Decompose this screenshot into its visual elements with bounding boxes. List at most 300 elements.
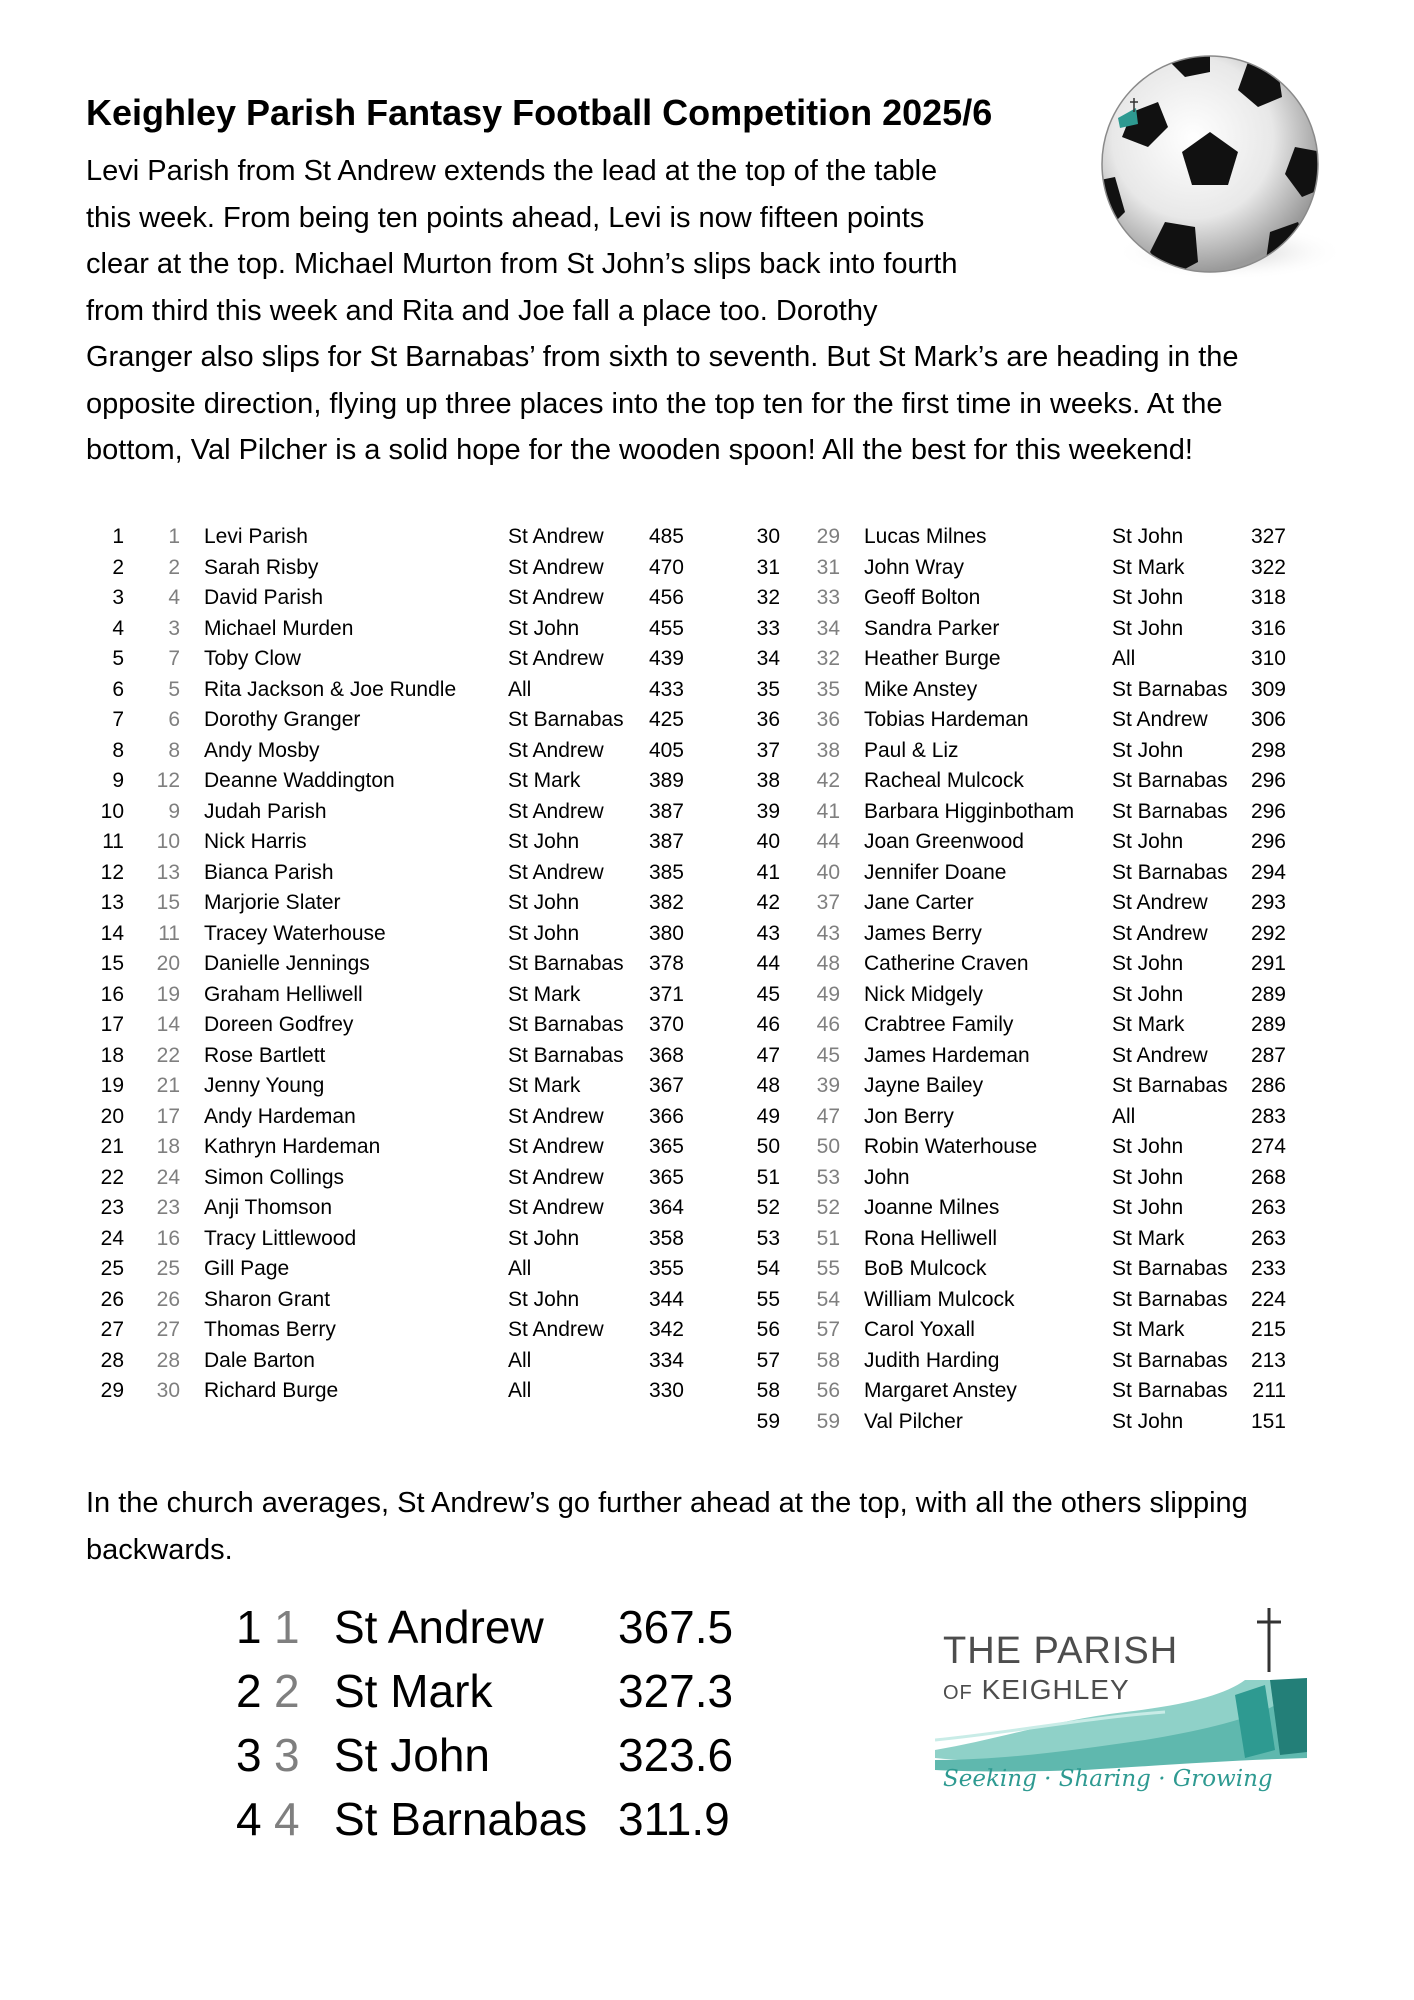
player-name-cell: Simon Collings [204,1165,345,1189]
points-cell: 378 [648,952,684,975]
average-previous-position-cell: 2 [274,1665,300,1717]
points-cell: 387 [648,830,684,853]
points-cell: 233 [1250,1257,1286,1280]
average-church-cell: St Barnabas [334,1793,588,1845]
player-name-cell: Nick Midgely [864,982,984,1006]
church-cell: St Andrew [508,799,604,823]
league-table-right [740,522,1286,1437]
player-name-cell: BoB Mulcock [864,1257,987,1280]
table-row [740,1071,1286,1102]
points-cell: 425 [648,708,684,731]
church-cell: St Mark [1112,1013,1185,1036]
average-church-cell: St John [334,1729,490,1781]
table-row [740,1254,1286,1285]
table-row [740,827,1286,858]
previous-position-cell: 25 [156,1257,180,1280]
points-cell: 385 [648,860,684,884]
previous-position-cell: 1 [168,525,180,548]
previous-position-cell: 6 [168,708,180,731]
player-name-cell: Catherine Craven [864,952,1029,975]
previous-position-cell: 39 [816,1074,840,1097]
player-name-cell: Rita Jackson & Joe Rundle [204,677,457,701]
player-name-cell: Thomas Berry [204,1318,336,1341]
table-row [86,980,684,1011]
previous-position-cell: 18 [156,1135,180,1158]
church-cell: St Mark [508,1074,581,1097]
church-cell: St Barnabas [1112,769,1228,792]
previous-position-cell: 20 [156,952,180,975]
player-name-cell: Judah Parish [204,799,327,823]
table-row [740,1193,1286,1224]
church-cell: St Andrew [1112,708,1208,731]
average-position-cell: 2 [236,1665,262,1717]
previous-position-cell: 34 [816,616,840,640]
table-row [740,980,1286,1011]
position-cell: 5 [112,647,124,670]
table-row [86,1376,684,1407]
averages-intro: In the church averages, St Andrew’s go further ahead at the top, with all the others slipping backwards. [86,1487,1248,1566]
table-row [86,553,684,584]
church-cell: St John [1112,525,1184,548]
player-name-cell: Gill Page [204,1257,290,1280]
position-cell: 28 [100,1348,124,1372]
church-cell: St Barnabas [508,708,624,731]
position-cell: 55 [756,1287,780,1311]
points-cell: 342 [648,1318,684,1341]
previous-position-cell: 5 [168,677,180,701]
table-row [236,1787,738,1851]
player-name-cell: David Parish [204,586,324,609]
position-cell: 7 [112,708,124,731]
football-icon [1070,52,1350,282]
average-position-cell: 3 [236,1729,262,1781]
player-name-cell: William Mulcock [864,1287,1015,1311]
position-cell: 50 [756,1135,780,1158]
position-cell: 32 [756,586,780,609]
player-name-cell: Andy Mosby [204,738,320,762]
player-name-cell: Deanne Waddington [204,769,395,792]
church-cell: St Barnabas [508,952,624,975]
previous-position-cell: 47 [816,1104,840,1128]
table-row [740,1346,1286,1377]
church-cell: St John [1112,830,1184,853]
position-cell: 57 [756,1348,780,1372]
previous-position-cell: 13 [156,860,180,884]
previous-position-cell: 11 [158,921,180,945]
logo-line2-prefix: OF [943,1682,973,1704]
points-cell: 289 [1250,982,1286,1006]
church-cell: St Andrew [1112,1043,1208,1067]
table-row [740,797,1286,828]
table-row [86,675,684,706]
table-row [86,644,684,675]
church-cell: St Barnabas [1112,677,1228,701]
position-cell: 47 [756,1043,780,1067]
table-row [740,919,1286,950]
points-cell: 309 [1250,677,1286,701]
average-church-cell: St Mark [334,1665,493,1717]
position-cell: 36 [756,708,780,731]
previous-position-cell: 46 [816,1013,840,1036]
player-name-cell: Marjorie Slater [204,891,341,914]
church-cell: St Andrew [508,1104,604,1128]
player-name-cell: Doreen Godfrey [204,1013,354,1036]
previous-position-cell: 7 [168,647,180,670]
position-cell: 3 [112,586,124,609]
points-cell: 268 [1250,1165,1286,1189]
church-cell: All [1112,647,1136,670]
table-row [86,888,684,919]
table-row [86,583,684,614]
church-cell: St John [508,1287,580,1311]
position-cell: 38 [756,769,780,792]
points-cell: 318 [1250,586,1286,609]
church-cell: St Andrew [508,555,604,579]
previous-position-cell: 19 [156,982,180,1006]
points-cell: 368 [648,1043,684,1067]
logo-line1: THE PARISH [943,1630,1179,1672]
player-name-cell: James Hardeman [864,1043,1030,1067]
position-cell: 52 [756,1196,780,1219]
previous-position-cell: 21 [156,1074,180,1097]
church-cell: St Andrew [508,1196,604,1219]
player-name-cell: Jennifer Doane [864,860,1007,884]
position-cell: 20 [100,1104,124,1128]
church-cell: St John [508,921,580,945]
church-cell: St Andrew [508,1318,604,1341]
previous-position-cell: 57 [816,1318,840,1341]
points-cell: 296 [1250,769,1286,792]
player-name-cell: Dorothy Granger [204,708,361,731]
previous-position-cell: 22 [156,1043,180,1067]
average-value-cell: 367.5 [618,1601,734,1653]
position-cell: 14 [100,921,124,945]
points-cell: 365 [648,1165,684,1189]
position-cell: 39 [756,799,780,823]
table-row [86,1163,684,1194]
position-cell: 44 [756,952,780,975]
table-row [86,1071,684,1102]
points-cell: 283 [1250,1104,1286,1128]
player-name-cell: Tobias Hardeman [864,708,1029,731]
position-cell: 37 [756,738,780,762]
player-name-cell: Toby Clow [204,647,301,670]
points-cell: 364 [648,1196,684,1219]
position-cell: 1 [112,525,124,548]
table-row [86,1224,684,1255]
previous-position-cell: 33 [816,586,840,609]
table-row [740,736,1286,767]
points-cell: 211 [1252,1379,1286,1402]
table-row [86,797,684,828]
church-cell: St Mark [1112,1318,1185,1341]
position-cell: 8 [112,738,124,762]
position-cell: 27 [100,1318,124,1341]
points-cell: 296 [1250,830,1286,853]
logo-line2-main: KEIGHLEY [981,1674,1130,1705]
points-cell: 291 [1250,952,1286,975]
position-cell: 35 [756,677,780,701]
table-row [86,1132,684,1163]
player-name-cell: Joan Greenwood [864,830,1024,853]
church-cell: St John [508,891,580,914]
church-cell: St Andrew [1112,921,1208,945]
position-cell: 41 [756,860,780,884]
church-cell: St John [508,830,580,853]
points-cell: 382 [648,891,684,914]
position-cell: 34 [756,647,780,670]
table-row [86,919,684,950]
church-cell: St John [1112,1409,1184,1433]
points-cell: 213 [1250,1348,1286,1372]
intro-line: bottom, Val Pilcher is a solid hope for the wooden spoon! All the best for this weekend! [86,434,1193,466]
church-cell: St Mark [1112,555,1185,579]
player-name-cell: Michael Murden [204,616,354,640]
position-cell: 53 [756,1226,780,1250]
church-cell: St Barnabas [508,1013,624,1036]
table-row [740,1224,1286,1255]
previous-position-cell: 35 [816,677,840,701]
intro-line: Levi Parish from St Andrew extends the lead at the top of the table [86,155,938,187]
player-name-cell: Richard Burge [204,1379,339,1402]
church-cell: St Barnabas [1112,1348,1228,1372]
player-name-cell: Danielle Jennings [204,952,370,975]
previous-position-cell: 31 [816,555,840,579]
previous-position-cell: 27 [156,1318,180,1341]
points-cell: 289 [1250,1013,1286,1036]
previous-position-cell: 40 [816,860,840,884]
table-row [86,705,684,736]
player-name-cell: Lucas Milnes [864,525,987,548]
player-name-cell: Paul & Liz [864,738,959,762]
position-cell: 33 [756,616,780,640]
previous-position-cell: 43 [816,921,840,945]
church-cell: All [1112,1104,1136,1128]
church-averages-table [236,1595,738,1851]
position-cell: 42 [756,891,780,914]
player-name-cell: Tracey Waterhouse [204,921,386,945]
table-row [86,614,684,645]
previous-position-cell: 30 [156,1379,180,1402]
previous-position-cell: 48 [816,952,840,975]
points-cell: 274 [1250,1135,1286,1158]
points-cell: 389 [648,769,684,792]
church-cell: St Barnabas [1112,1379,1228,1402]
previous-position-cell: 3 [168,616,180,640]
player-name-cell: Andy Hardeman [204,1104,356,1128]
position-cell: 22 [100,1165,124,1189]
points-cell: 344 [648,1287,684,1311]
points-cell: 387 [648,799,684,823]
church-cell: St John [508,616,580,640]
points-cell: 355 [648,1257,684,1280]
previous-position-cell: 37 [816,891,840,914]
table-row [740,1285,1286,1316]
average-church-cell: St Andrew [334,1601,544,1653]
player-name-cell: Dale Barton [204,1348,315,1372]
points-cell: 334 [648,1348,684,1372]
position-cell: 56 [756,1318,780,1341]
previous-position-cell: 52 [816,1196,840,1219]
points-cell: 224 [1250,1287,1286,1311]
position-cell: 45 [756,982,780,1006]
position-cell: 21 [100,1135,124,1158]
table-row [740,1010,1286,1041]
page-title: Keighley Parish Fantasy Football Competition 2025/6 [86,92,993,133]
church-cell: St Andrew [508,738,604,762]
church-cell: St Andrew [508,647,604,670]
church-cell: St John [1112,616,1184,640]
position-cell: 4 [112,616,124,640]
church-cell: St Andrew [508,525,604,548]
points-cell: 316 [1250,616,1286,640]
previous-position-cell: 28 [156,1348,180,1372]
points-cell: 298 [1250,738,1286,762]
position-cell: 40 [756,830,780,853]
position-cell: 51 [756,1165,780,1189]
player-name-cell: Jayne Bailey [864,1074,984,1097]
player-name-cell: Rona Helliwell [864,1226,998,1250]
points-cell: 380 [648,921,684,945]
table-row [86,1102,684,1133]
average-position-cell: 1 [236,1601,262,1653]
points-cell: 485 [648,525,684,548]
table-row [740,1102,1286,1133]
position-cell: 17 [100,1013,124,1036]
previous-position-cell: 49 [816,982,840,1006]
average-value-cell: 323.6 [618,1729,734,1781]
table-row [740,1041,1286,1072]
position-cell: 48 [756,1074,780,1097]
table-row [740,1163,1286,1194]
points-cell: 366 [648,1104,684,1128]
points-cell: 433 [648,677,684,701]
points-cell: 371 [648,982,684,1006]
previous-position-cell: 17 [156,1104,180,1128]
previous-position-cell: 36 [816,708,840,731]
position-cell: 10 [100,799,124,823]
player-name-cell: Rose Bartlett [204,1043,326,1067]
player-name-cell: Carol Yoxall [864,1318,975,1341]
previous-position-cell: 54 [816,1287,840,1311]
position-cell: 59 [756,1409,780,1433]
player-name-cell: Sandra Parker [864,616,1000,640]
position-cell: 13 [100,891,124,914]
previous-position-cell: 53 [816,1165,840,1189]
table-row [740,553,1286,584]
points-cell: 370 [648,1013,684,1036]
points-cell: 263 [1250,1226,1286,1250]
table-row [86,949,684,980]
table-row [86,1346,684,1377]
church-cell: St John [1112,952,1184,975]
player-name-cell: John [864,1165,910,1189]
points-cell: 263 [1250,1196,1286,1219]
points-cell: 286 [1250,1074,1286,1097]
player-name-cell: Val Pilcher [864,1409,963,1433]
points-cell: 327 [1250,525,1286,548]
church-cell: All [508,1257,532,1280]
previous-position-cell: 42 [816,769,840,792]
parish-logo [935,1600,1315,1810]
player-name-cell: Crabtree Family [864,1013,1014,1036]
previous-position-cell: 4 [168,586,180,609]
table-row [740,858,1286,889]
church-cell: St John [508,1226,580,1250]
player-name-cell: Geoff Bolton [864,586,981,609]
position-cell: 54 [756,1257,780,1280]
table-row [86,1193,684,1224]
previous-position-cell: 59 [816,1409,840,1433]
church-cell: St John [1112,1135,1184,1158]
position-cell: 16 [100,982,124,1006]
table-row [86,1041,684,1072]
average-previous-position-cell: 4 [274,1793,300,1845]
position-cell: 24 [100,1226,124,1250]
player-name-cell: Bianca Parish [204,860,334,884]
average-value-cell: 311.9 [618,1793,730,1845]
player-name-cell: Graham Helliwell [204,982,363,1006]
previous-position-cell: 44 [816,830,840,853]
table-row [86,766,684,797]
previous-position-cell: 2 [168,555,180,579]
church-cell: St Mark [508,982,581,1006]
table-row [740,1407,1286,1438]
player-name-cell: Kathryn Hardeman [204,1135,381,1158]
player-name-cell: Mike Anstey [864,677,978,701]
previous-position-cell: 9 [168,799,180,823]
player-name-cell: Jon Berry [864,1104,954,1128]
position-cell: 9 [112,769,124,792]
points-cell: 330 [648,1379,684,1402]
points-cell: 215 [1250,1318,1286,1341]
points-cell: 294 [1250,860,1286,884]
table-row [740,1315,1286,1346]
average-position-cell: 4 [236,1793,262,1845]
previous-position-cell: 56 [816,1379,840,1402]
player-name-cell: Robin Waterhouse [864,1135,1038,1158]
position-cell: 19 [100,1074,124,1097]
table-row [86,1285,684,1316]
previous-position-cell: 14 [156,1013,180,1036]
previous-position-cell: 55 [816,1257,840,1280]
average-previous-position-cell: 3 [274,1729,300,1781]
table-row [86,858,684,889]
table-row [740,949,1286,980]
church-cell: St Andrew [508,1165,604,1189]
previous-position-cell: 10 [156,830,180,853]
table-row [740,675,1286,706]
league-table-left [86,522,684,1407]
table-row [236,1723,738,1787]
table-row [740,1376,1286,1407]
position-cell: 2 [112,555,124,579]
points-cell: 470 [648,555,684,579]
previous-position-cell: 12 [156,769,180,792]
previous-position-cell: 8 [168,738,180,762]
church-cell: St Barnabas [1112,1257,1228,1280]
table-row [86,1315,684,1346]
previous-position-cell: 41 [816,799,840,823]
points-cell: 293 [1250,891,1286,914]
points-cell: 287 [1250,1043,1286,1067]
intro-line: opposite direction, flying up three places into the top ten for the first time in weeks. At the [86,387,1223,420]
points-cell: 306 [1250,708,1286,731]
church-cell: All [508,1348,532,1372]
player-name-cell: Judith Harding [864,1348,1000,1372]
position-cell: 12 [100,860,124,884]
previous-position-cell: 15 [156,891,180,914]
